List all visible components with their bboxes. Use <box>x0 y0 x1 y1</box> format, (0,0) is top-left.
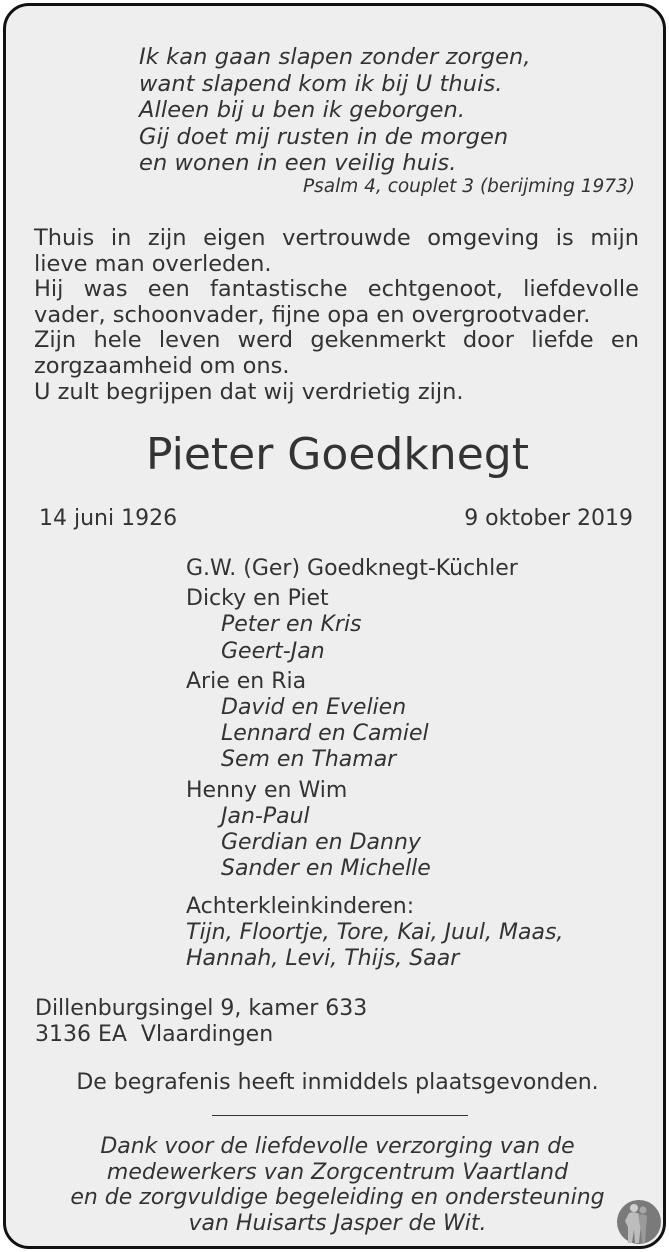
thanks-text <box>6 1134 669 1236</box>
address-street: Dillenburgsingel 9, kamer 633 <box>35 996 368 1021</box>
grandchild-names: Gerdian en Danny <box>221 829 421 855</box>
intro-line: Thuis in zijn eigen vertrouwde omgeving is mijn <box>34 225 639 251</box>
family-group <box>186 669 518 774</box>
grandchild-names: Lennard en Camiel <box>221 721 429 747</box>
poem-line: Gij doet mij rusten in de morgen <box>139 123 509 150</box>
thanks-line: Dank voor de liefdevolle verzorging van de <box>100 1134 575 1159</box>
poem-line: want slapend kom ik bij U thuis. <box>139 70 503 97</box>
obituary-card <box>3 3 666 1249</box>
spouse-group <box>186 556 518 582</box>
great-grandchildren-label: Achterkleinkinderen: <box>186 894 415 919</box>
grandchild-names: Sander en Michelle <box>221 856 431 882</box>
poem <box>139 44 531 177</box>
death-date: 9 oktober 2019 <box>464 506 633 531</box>
thanks-line: van Huisarts Jasper de Wit. <box>188 1210 487 1236</box>
intro-text <box>34 226 639 405</box>
poem-line: Alleen bij u ben ik geborgen. <box>139 97 466 123</box>
grandchild-names: David en Evelien <box>221 694 407 720</box>
family-list <box>186 556 518 886</box>
deceased-name: Pieter Goedknegt <box>146 429 529 480</box>
poem-source: Psalm 4, couplet 3 (berijming 1973) <box>302 176 635 197</box>
intro-line: lieve man overleden. <box>34 250 272 277</box>
intro-line: vader, schoonvader, fijne opa en overgrootvader. <box>34 301 591 328</box>
family-group <box>186 778 518 883</box>
parents-names: Henny en Wim <box>186 777 348 803</box>
address <box>35 996 367 1048</box>
address-city: 3136 EA Vlaardingen <box>35 1022 274 1048</box>
family-group <box>186 586 518 665</box>
birth-date: 14 juni 1926 <box>39 506 178 531</box>
parents-names: Arie en Ria <box>186 668 307 694</box>
grandchild-names: Sem en Thamar <box>221 747 397 773</box>
great-grandchildren-names: Hannah, Levi, Thijs, Saar <box>186 946 460 972</box>
great-grandchildren-names: Tijn, Floortje, Tore, Kai, Juul, Maas, <box>186 920 564 946</box>
great-grandchildren <box>186 894 563 973</box>
poem-line: en wonen in een veilig huis. <box>139 150 457 176</box>
embracing-people-logo-icon <box>615 1199 661 1245</box>
funeral-note: De begrafenis heeft inmiddels plaatsgevonden. <box>76 1070 599 1095</box>
grandchild-names: Jan-Paul <box>221 803 310 829</box>
thanks-line: en de zorgvuldige begeleiding en ondersteuning <box>70 1185 605 1210</box>
intro-line: zorgzaamheid om ons. <box>34 352 290 379</box>
intro-line: Zijn hele leven werd gekenmerkt door liefde en <box>34 327 639 354</box>
grandchild-names: Geert-Jan <box>221 638 325 664</box>
spouse-name: G.W. (Ger) Goedknegt-Küchler <box>186 556 518 581</box>
intro-line: Hij was een fantastische echtgenoot, liefdevolle <box>34 276 639 303</box>
poem-line: Ik kan gaan slapen zonder zorgen, <box>139 44 531 70</box>
intro-line: U zult begrijpen dat wij verdrietig zijn. <box>34 378 464 405</box>
grandchild-names: Peter en Kris <box>221 612 362 638</box>
thanks-line: medewerkers van Zorgcentrum Vaartland <box>106 1159 569 1185</box>
parents-names: Dicky en Piet <box>186 586 329 612</box>
divider <box>212 1115 468 1116</box>
